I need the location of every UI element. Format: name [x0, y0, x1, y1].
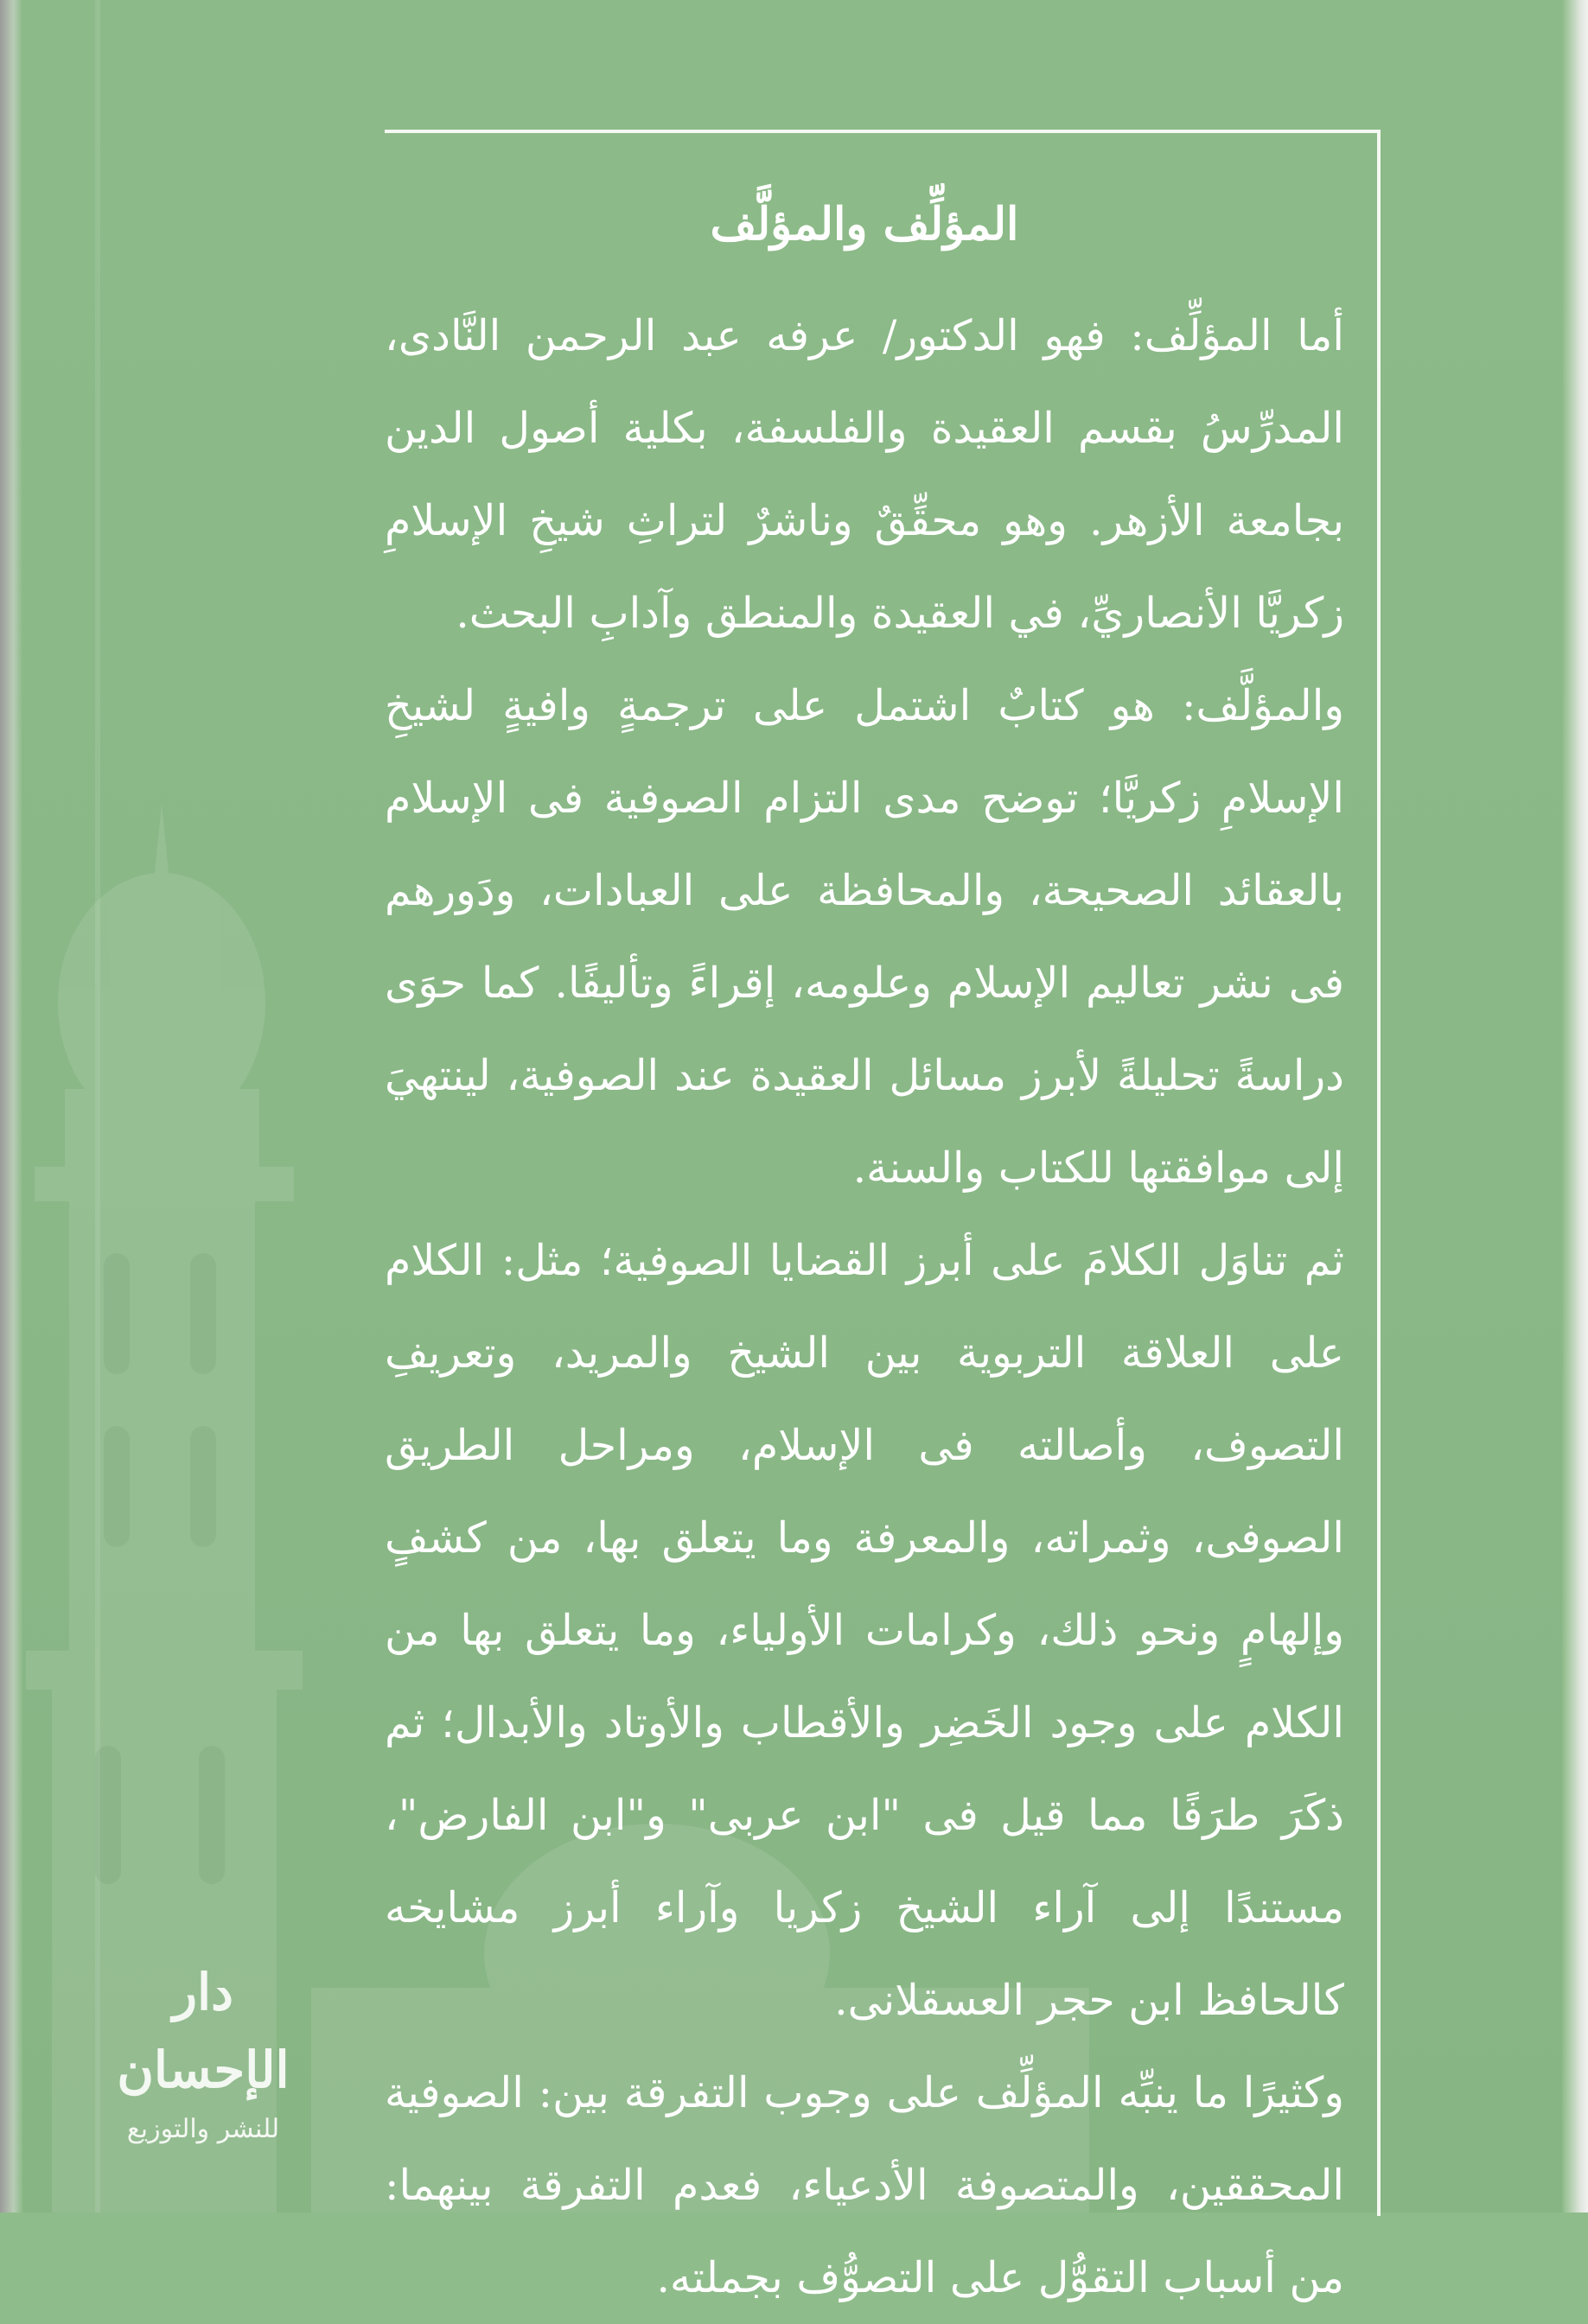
paragraph-book: والمؤلَّف: هو كتابٌ اشتمل على ترجمةٍ وافيةٍ لشيخِ الإسلامِ زكريَّا؛ توضح مدى التزام الصوفية فى الإسلام بالعقائد الصحيحة، والمحافظة على العبادات، ودَورهم فى نشر تعاليم الإسلام وعلومه، إقراءً وتأليفًا. كما حوَى دراسةً تحليلةً لأبرز مسائل العقيدة عند الصوفية، لينتهيَ إلى موافقتها للكتاب والسنة. — [385, 681, 1344, 1193]
paragraph-conclusion: وكثيرًا ما ينبِّه المؤلِّف على وجوب التفرقة بين: الصوفية المحققين، والمتصوفة الأدعياء، فعدم التفرقة بينهما: من أسباب التقوُّل على التصوُّف بجملته. — [385, 2068, 1344, 2302]
publisher-name: دار الإحسان — [117, 1963, 290, 2099]
publisher-logo — [104, 1953, 303, 2144]
paragraph-author: أما المؤلِّف: فهو الدكتور/ عرفه عبد الرحمن النَّادى، المدرِّسُ بقسم العقيدة والفلسفة، بكلية أصول الدين بجامعة الأزهر. وهو محقِّقٌ وناشرٌ لتراثِ شيخِ الإسلامِ زكريَّا الأنصاريِّ، في العقيدة والمنطق وآدابِ البحث. — [385, 311, 1344, 638]
paragraph-topics: ثم تناوَل الكلامَ على أبرز القضايا الصوفية؛ مثل: الكلام على العلاقة التربوية بين الشيخ والمريد، وتعريفِ التصوف، وأصالته فى الإسلام، ومراحل الطريق الصوفى، وثمراته، والمعرفة وما يتعلق بها، من كشفٍ وإلهامٍ ونحو ذلك، وكرامات الأولياء، وما يتعلق بها من الكلام على وجود الخَضِر والأقطاب والأوتاد والأبدال؛ ثم ذكَرَ طرَفًا مما قيل فى "ابن عربى" و"ابن الفارض"، مستندًا إلى آراء الشيخ زكريا وآراء أبرز مشايخه كالحافظ ابن حجر العسقلانى. — [385, 1236, 1344, 2025]
blurb-title: المؤلِّف والمؤلَّف — [710, 198, 1019, 251]
publisher-tagline: للنشر والتوزيع — [126, 2114, 280, 2144]
page-edge — [1562, 0, 1588, 2213]
blurb-content — [385, 169, 1344, 2324]
